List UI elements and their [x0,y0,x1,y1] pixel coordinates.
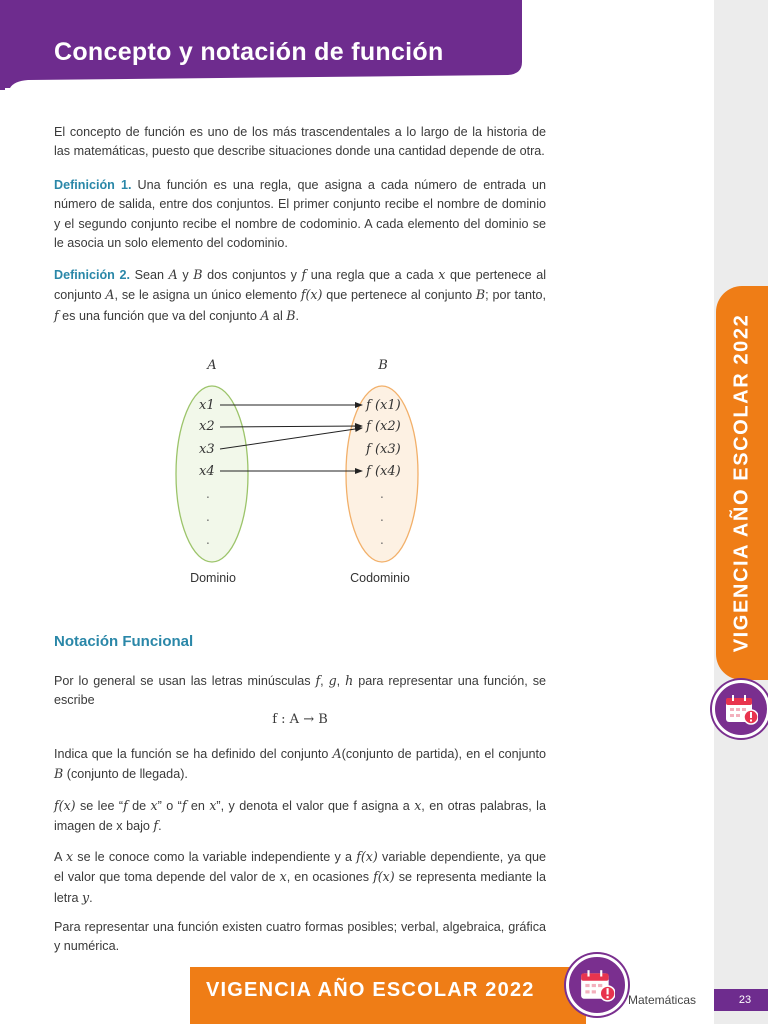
page-title: Concepto y notación de función [54,38,444,66]
notation-text: , [320,674,329,688]
def2-text: y [177,268,194,282]
notation-text: Indica que la función se ha definido del conjunto [54,747,333,761]
set-a-label: A [207,358,217,373]
set-b-symbol: B [475,287,486,303]
letter-f: f [123,798,128,813]
notation-text: en [186,799,210,813]
calendar-alert-icon [579,968,615,1002]
letter-x: x [65,849,74,864]
def2-text: Sean [130,268,169,282]
function-notation-formula: f : A → B [272,712,328,727]
notation-text: para representar una función, se escribe [54,674,547,708]
definition-1-label: Definición 1. [54,178,132,192]
definition-2-label: Definición 2. [54,268,130,282]
notation-text: , en ocasiones [286,870,374,885]
letter-x: x [279,869,287,885]
variable-symbol: x [438,267,446,282]
domain-ellipsis-dot: . [206,487,210,501]
calendar-alert-icon [724,693,758,725]
notation-text: se le conoce como la variable independiente y a [73,850,357,864]
def2-text: que pertenece al conjunto [322,288,476,303]
set-b-symbol: B [286,307,296,323]
set-a-symbol: A [260,307,270,323]
set-a-symbol: A [332,746,342,761]
notation-text: (conjunto de partida), en el conjunto [341,747,546,761]
codomain-ellipsis-dot: . [380,533,384,547]
definition-2 [54,265,546,326]
letter-h: h [345,673,354,688]
mapping-diagram-svg [170,350,450,590]
letter-f: f [181,798,187,813]
notation-paragraph-3 [54,796,546,837]
notation-text: se lee “ [75,799,124,813]
notation-text: Por lo general se usan las letras minúsculas [54,674,316,688]
notation-text: , [336,674,346,688]
definition-1 [54,176,546,253]
notation-text: , en otras palabras, la imagen de x bajo [54,799,546,834]
set-b-label: B [378,358,388,373]
section-heading-notacion-funcional: Notación Funcional [54,633,194,650]
def2-text: dos conjuntos y [202,268,302,282]
domain-ellipsis-dot: . [206,510,210,524]
def2-text: . [295,308,300,323]
def2-text: ; por tanto, [485,288,546,303]
notation-text: ”, y denota el valor que f asigna a [216,799,415,813]
notation-text: se representa mediante la letra [54,870,546,905]
codomain-item-fx2: f (x2) [366,419,401,434]
notation-text: . [158,819,162,834]
letter-f: f [153,818,159,834]
definition-1-text: Una función es una regla, que asigna a cada número de entrada un número de salida, entre dos conjuntos. El primer conjunto recibe el nombre de dominio y el segundo conjunto recibe el nombre de codominio. A cada elemento del dominio se le asocia un solo elemento del codominio. [54,178,546,250]
notation-paragraph-5: Para representar una función existen cuatro formas posibles; verbal, algebraica, gráfica y numérica. [54,920,546,954]
notation-text: . [89,890,93,905]
fx-symbol: f(x) [356,849,378,864]
domain-item-x1: x1 [199,398,215,413]
fx-symbol: f(x) [300,287,323,303]
title-band [0,0,522,88]
letter-g: g [328,673,337,688]
footer-subject: Matemáticas [628,993,697,1007]
fx-symbol: f(x) [54,798,76,813]
set-a-symbol: A [168,267,178,282]
codomain-item-fx3: f (x3) [366,442,401,457]
notation-paragraph-1 [54,671,546,711]
def2-text: , se le asigna un único elemento [114,288,301,303]
letter-x: x [150,798,158,813]
domain-item-x4: x4 [199,464,215,479]
bottom-validity-banner-label: VIGENCIA AÑO ESCOLAR 2022 [206,979,535,1001]
notation-text: de [127,799,151,813]
letter-y: y [82,889,90,905]
domain-caption: Dominio [190,571,236,585]
letter-x: x [414,798,422,813]
def2-text: es una función que va del conjunto [58,308,261,323]
set-b-symbol: B [54,766,64,782]
codomain-ellipsis-dot: . [380,510,384,524]
set-b-symbol: B [193,267,203,282]
def2-text: que pertenece al conjunto [54,268,546,303]
notation-paragraph-2 [54,744,546,785]
fx-symbol: f(x) [373,869,395,885]
codomain-item-fx4: f (x4) [366,464,401,479]
codomain-caption: Codominio [350,571,410,585]
notation-text: variable dependiente, ya que el valor que toma depende del valor de [54,850,546,885]
calendar-alert-badge [712,680,768,738]
intro-paragraph: El concepto de función es uno de los más trascendentales a lo largo de la historia de las matemáticas, puesto que describe situaciones donde una cantidad depende de otra. [54,125,546,159]
codomain-ellipsis-dot: . [380,487,384,501]
domain-item-x3: x3 [199,442,215,457]
notation-text: ” o “ [157,799,182,813]
def2-text: al [269,308,287,323]
calendar-alert-badge [566,954,628,1016]
mapping-diagram [170,350,450,590]
page-number-label: 23 [738,994,752,1006]
function-symbol: f [54,307,59,323]
page-number [714,989,768,1011]
notation-paragraph-4 [54,847,546,908]
domain-ellipsis-dot: . [206,533,210,547]
function-symbol: f [301,267,307,282]
side-validity-tab-label: VIGENCIA AÑO ESCOLAR 2022 [730,313,753,653]
domain-item-x2: x2 [199,419,215,434]
codomain-item-fx1: f (x1) [366,398,401,413]
letter-x: x [209,798,217,813]
def2-text: una regla que a cada [306,268,439,282]
bottom-validity-banner [190,967,586,1024]
set-a-symbol: A [105,287,115,303]
notation-text: (conjunto de llegada). [63,767,188,782]
notation-text: A [54,850,66,864]
letter-f: f [315,673,321,688]
